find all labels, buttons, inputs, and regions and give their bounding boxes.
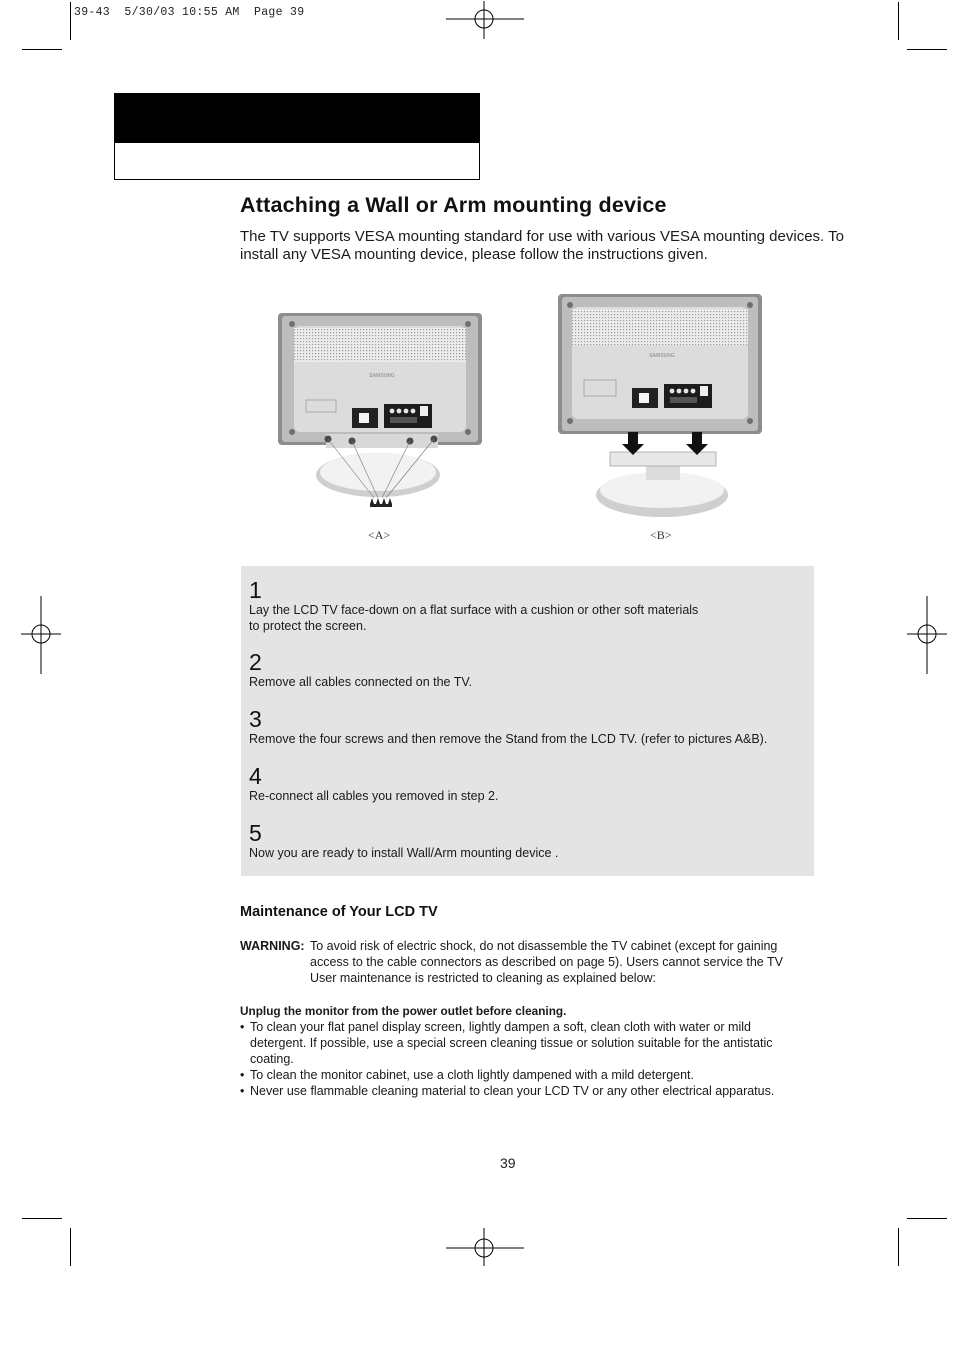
- unplug-note: Unplug the monitor from the power outlet before cleaning.: [240, 1004, 567, 1018]
- bullet-item: [240, 1019, 774, 1067]
- crop-mark: [70, 2, 71, 40]
- bullet-line: To clean your flat panel display screen, lightly dampen a soft, clean cloth with water or mild: [250, 1020, 751, 1034]
- bullet-line: To clean the monitor cabinet, use a cloth lightly dampened with a mild detergent.: [250, 1068, 695, 1082]
- crop-mark: [907, 49, 947, 50]
- crop-mark: [898, 2, 899, 40]
- step-4: [249, 764, 498, 804]
- intro-paragraph: The TV supports VESA mounting standard for use with various VESA mounting devices. To install any VESA mounting device, please follow the instructions given.: [240, 228, 844, 263]
- maintenance-heading: Maintenance of Your LCD TV: [240, 904, 438, 920]
- step-3: [249, 707, 767, 747]
- page-number: 39: [500, 1155, 516, 1171]
- step-text-line: Remove all cables connected on the TV.: [249, 675, 473, 689]
- warning-label: WARNING:: [240, 939, 305, 953]
- step-text-line: Now you are ready to install Wall/Arm mounting device .: [249, 846, 559, 860]
- bullet-dot: •: [240, 1068, 245, 1082]
- registration-mark-top: [446, 1, 524, 39]
- bullet-dot: •: [240, 1084, 245, 1098]
- bullet-line: detergent. If possible, use a special screen cleaning tissue or solution suitable for the antistatic: [250, 1036, 773, 1050]
- crop-mark: [907, 1218, 947, 1219]
- figure-b-caption: <B>: [650, 528, 672, 542]
- step-text-line: to protect the screen.: [249, 619, 367, 633]
- print-slug: 39-43 5/30/03 10:55 AM Page 39: [74, 6, 305, 19]
- registration-mark-right: [907, 596, 947, 674]
- warning-line: access to the cable connectors as described on page 5). Users cannot service the TV: [310, 955, 783, 969]
- section-header-box: [114, 143, 480, 180]
- bullet-item: [240, 1067, 774, 1083]
- cleaning-bullets: [240, 1019, 774, 1099]
- bullet-item: [240, 1083, 774, 1099]
- crop-mark: [22, 49, 62, 50]
- figure-b-brand: SAMSUNG: [649, 353, 675, 359]
- registration-mark-bottom: [446, 1228, 524, 1266]
- step-1: [249, 578, 698, 634]
- warning-line: User maintenance is restricted to cleaning as explained below:: [310, 971, 657, 985]
- crop-mark: [70, 1228, 71, 1266]
- step-text-line: Lay the LCD TV face-down on a flat surface with a cushion or other soft materials: [249, 603, 699, 617]
- step-number: 4: [249, 763, 262, 789]
- step-number: 2: [249, 649, 262, 675]
- warning-text: [310, 938, 783, 986]
- figure-a-caption: <A>: [368, 528, 391, 542]
- figure-a-brand: SAMSUNG: [369, 373, 395, 379]
- figure-a-tv-rear-with-stand: [270, 308, 492, 518]
- bullet-dot: •: [240, 1020, 245, 1034]
- warning-line: To avoid risk of electric shock, do not disassemble the TV cabinet (except for gaining: [310, 939, 778, 953]
- step-text-line: Re-connect all cables you removed in step 2.: [249, 789, 499, 803]
- bullet-line: Never use flammable cleaning material to clean your LCD TV or any other electrical apparatus.: [250, 1084, 775, 1098]
- crop-mark: [898, 1228, 899, 1266]
- step-text-line: Remove the four screws and then remove the Stand from the LCD TV. (refer to pictures A&B).: [249, 732, 768, 746]
- page-title: Attaching a Wall or Arm mounting device: [240, 193, 667, 217]
- registration-mark-left: [21, 596, 61, 674]
- section-header-bar: [114, 93, 480, 143]
- step-number: 5: [249, 820, 262, 846]
- figure-b-tv-rear-stand-removed: [554, 290, 768, 520]
- step-number: 1: [249, 577, 262, 603]
- step-5: [249, 821, 558, 861]
- bullet-line: coating.: [250, 1052, 294, 1066]
- step-number: 3: [249, 706, 262, 732]
- crop-mark: [22, 1218, 62, 1219]
- step-2: [249, 650, 472, 690]
